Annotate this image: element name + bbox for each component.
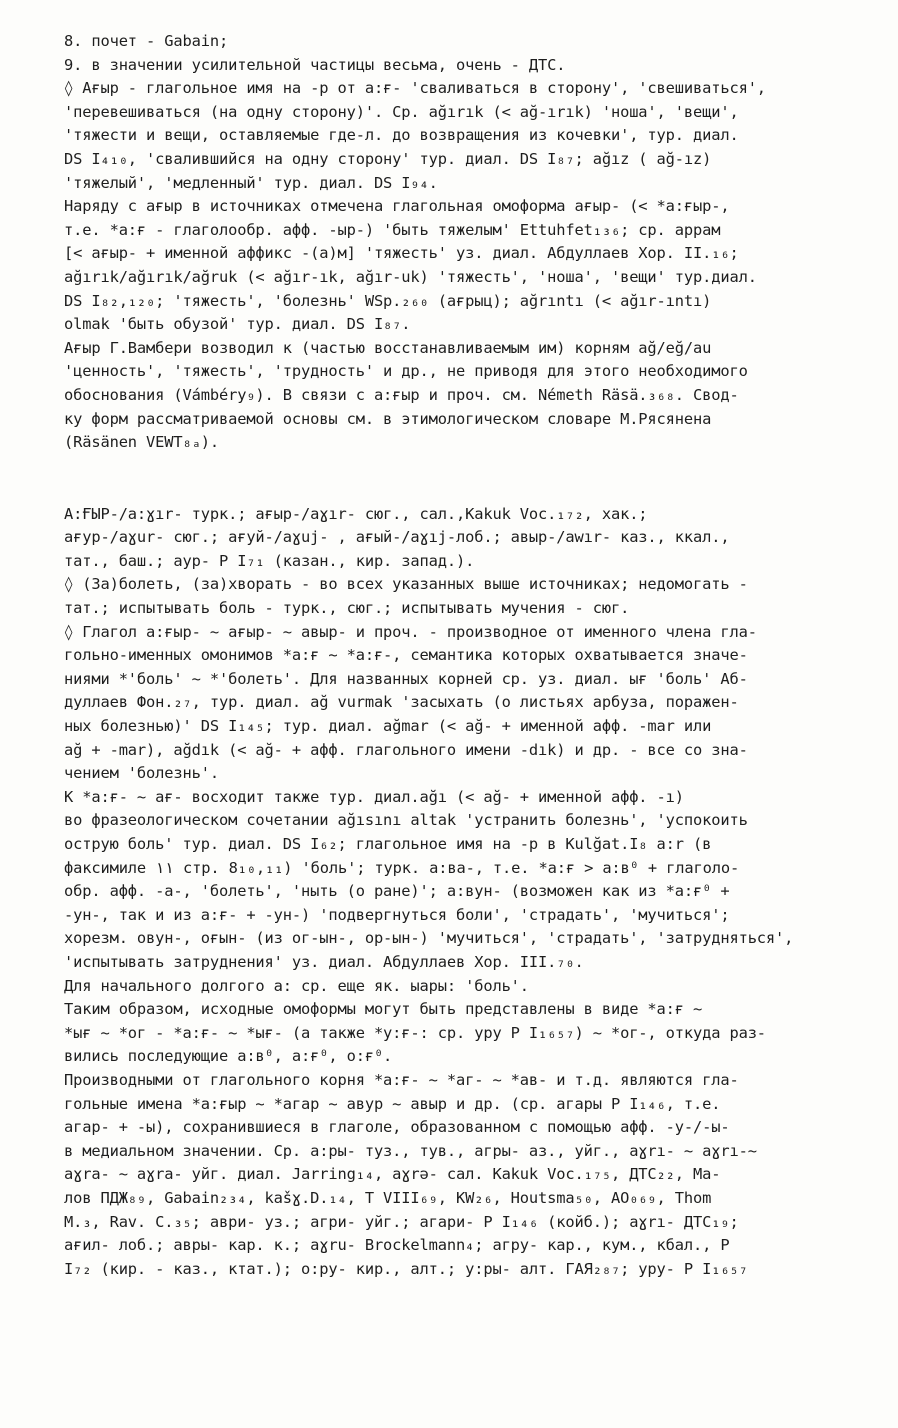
paragraph-gap	[64, 479, 854, 503]
text-line: факсимиле ١١ стр. 8₁₀,₁₁) 'боль'; турк. a:ва-, т.е. *а:ғ > a:в⁰ + глаголо-	[64, 858, 740, 877]
text-line: тат., баш.; аур- Р I₇₁ (казан., кир. запад.).	[64, 551, 475, 570]
text-line: 8. почет - Gabain;	[64, 32, 229, 50]
text-line: вились последующие а:в⁰, а:ғ⁰, о:ғ⁰.	[64, 1047, 393, 1066]
text-line: olmak 'быть обузой' тур. диал. DS I₈₇.	[64, 315, 411, 334]
text-line: ағур-/aɣur- сюг.; ағуй-/aɣuj- , ағый-/aɣıj-лоб.; авыр-/awır- каз., ккал.,	[64, 528, 730, 547]
text-line: ку форм рассматриваемой основы см. в этимологическом словаре М.Рясянена	[64, 409, 712, 428]
text-line: ных болезнью)' DS I₁₄₅; тур. диал. ağmar (< ağ- + именной афф. -mar или	[64, 717, 712, 736]
text-line: острую боль' тур. диал. DS I₆₂; глагольное имя на -р в Kulğat.I₈ a:r (в	[64, 835, 712, 853]
text-line: I₇₂ (кир. - каз., ктат.); o:ру- кир., алт.; у:ры- алт. ГАЯ₂₈₇; уру- Р I₁₆₅₇	[64, 1259, 748, 1278]
paragraph-gap	[64, 455, 854, 479]
text-line: 'испытывать затруднения' уз. диал. Абдуллаев Хор. III.₇₀.	[64, 952, 584, 971]
text-line: DS I₄₁₀, 'свалившийся на одну сторону' тур. диал. DS I₈₇; ağız ( ağ-ız)	[64, 149, 712, 168]
text-line: M.₃, Rav. C.₃₅; аври- уз.; агри- уйг.; агари- Р I₁₄₆ (койб.); aɣrı- ДТС₁₉;	[64, 1212, 739, 1231]
text-line: DS I₈₂,₁₂₀; 'тяжесть', 'болезнь' WSp.₂₆₀ (ағрыц); ağrıntı (< ağır-ıntı)	[64, 291, 712, 310]
text-line: ◊ (За)болеть, (за)хворать - во всех указанных выше источниках; недомогать -	[64, 575, 748, 594]
text-line: К *а:ғ- ~ ағ- восходит также тур. диал.ağı (< ağ- + именной афф. -ı)	[64, 787, 684, 806]
text-line: Наряду с ағыр в источниках отмечена глагольная омоформа ағыр- (< *a:ғыр-,	[64, 197, 730, 216]
text-line: A:ҒЫР-/a:ɣır- турк.; ағыр-/aɣır- сюг., сал.,Kakuk Voc.₁₇₂, хак.;	[64, 504, 648, 523]
text-line: ниями *'боль' ~ *'болеть'. Для названных корней ср. уз. диал. ығ 'боль' Аб-	[64, 669, 748, 688]
text-line: агар- + -ы), сохранившиеся в глаголе, образованном с помощью афф. -у-/-ы-	[64, 1118, 730, 1137]
text-line: ◊ Глагол a:ғыр- ~ ағыр- ~ авыр- и проч. - производное от именного члена гла-	[64, 622, 757, 641]
text-line: [< ағыр- + именной аффикс -(а)м] 'тяжесть' уз. диал. Абдуллаев Хор. II.₁₆;	[64, 244, 739, 263]
text-line: в медиальном значении. Ср. а:ры- туз., тув., агры- аз., уйг., aɣrı- ~ aɣrı-~	[64, 1141, 757, 1160]
text-line: Таким образом, исходные омоформы могут быть представлены в виде *а:ғ ~	[64, 1000, 703, 1019]
text-line: 'ценность', 'тяжесть', 'трудность' и др., не приводя для этого необходимого	[64, 362, 748, 381]
text-line: aɣra- ~ aɣra- уйг. диал. Jarring₁₄, aɣrə- сал. Kakuk Voc.₁₇₅, ДТС₂₂, Ма-	[64, 1165, 721, 1184]
text-line: тат.; испытывать боль - турк., сюг.; испытывать мучения - сюг.	[64, 599, 630, 618]
text-line: Aғыр Г.Вамбери возводил к (частью восстанавливаемым им) корням ağ/eğ/au	[64, 338, 712, 357]
text-line: Для начального долгого а: ср. еще як. ыары: 'боль'.	[64, 976, 529, 995]
text-line: ағил- лоб.; авры- кар. к.; aɣru- Brockelmann₄; агру- кар., кум., кбал., Р	[64, 1236, 730, 1255]
text-line: *ығ ~ *ог - *а:ғ- ~ *ығ- (а также *у:ғ-: ср. уру Р I₁₆₅₇) ~ *ог-, откуда раз-	[64, 1023, 766, 1042]
text-line: -ун-, так и из а:ғ- + -ун-) 'подвергнуться боли', 'страдать', 'мучиться';	[64, 905, 730, 924]
text-line: 'перевешиваться (на одну сторону)'. Ср. ağırık (< ağ-ırık) 'ноша', 'вещи',	[64, 102, 739, 121]
text-line: 'тяжести и вещи, оставляемые где-л. до возвращения из кочевки', тур. диал.	[64, 126, 739, 145]
text-line: ◊ Aғыр - глагольное имя на -р от a:ғ- 'сваливаться в сторону', 'свешиваться',	[64, 79, 766, 98]
text-block-continuation	[64, 30, 854, 455]
text-line: ağ + -mar), ağdık (< ağ- + афф. глагольного имени -dık) и др. - все со зна-	[64, 740, 748, 759]
text-block-entry-agyr	[64, 503, 854, 1282]
text-line: 'тяжелый', 'медленный' тур. диал. DS I₉₄.	[64, 173, 438, 192]
text-line: обр. афф. -а-, 'болеть', 'ныть (о ране)'; a:вун- (возможен как из *а:ғ⁰ +	[64, 882, 730, 901]
text-line: чением 'болезнь'.	[64, 764, 219, 783]
text-line: хорезм. овун-, оғын- (из ог-ын-, ор-ын-) 'мучиться', 'страдать', 'затрудняться',	[64, 929, 794, 948]
text-line: 9. в значении усилительной частицы весьма, очень - ДТС.	[64, 55, 566, 74]
text-line: обоснования (Vámbéry₉). В связи с a:ғыр и проч. см. Németh Räsä.₃₆₈. Свод-	[64, 385, 739, 404]
text-line: ağırık/ağırık/ağruk (< ağır-ık, ağır-uk) 'тяжесть', 'ноша', 'вещи' тур.диал.	[64, 267, 757, 286]
text-line: гольно-именных омонимов *а:ғ ~ *а:ғ-, семантика которых охватывается значе-	[64, 646, 748, 665]
text-line: лов ПДЖ₈₉, Gabain₂₃₄, kašɣ.D.₁₄, T VIII₆₉, KW₂₆, Houtsma₅₀, AO₀₆₉, Thom	[64, 1188, 712, 1207]
text-line: (Räsänen VEWT₈ₐ).	[64, 433, 219, 452]
text-line: гольные имена *а:ғыр ~ *агар ~ авур ~ авыр и др. (ср. агары Р I₁₄₆, т.е.	[64, 1094, 721, 1113]
text-line: Производными от глагольного корня *а:ғ- ~ *аг- ~ *ав- и т.д. являются гла-	[64, 1070, 739, 1089]
text-line: т.е. *a:ғ - глаголообр. афф. -ыр-) 'быть тяжелым' Ettuhfet₁₃₆; ср. аррам	[64, 220, 721, 239]
text-line: дуллаев Фон.₂₇, тур. диал. ağ vurmak 'засыхать (о листьях арбуза, поражен-	[64, 693, 739, 712]
text-line: во фразеологическом сочетании ağısını altak 'устранить болезнь', 'успокоить	[64, 811, 748, 830]
